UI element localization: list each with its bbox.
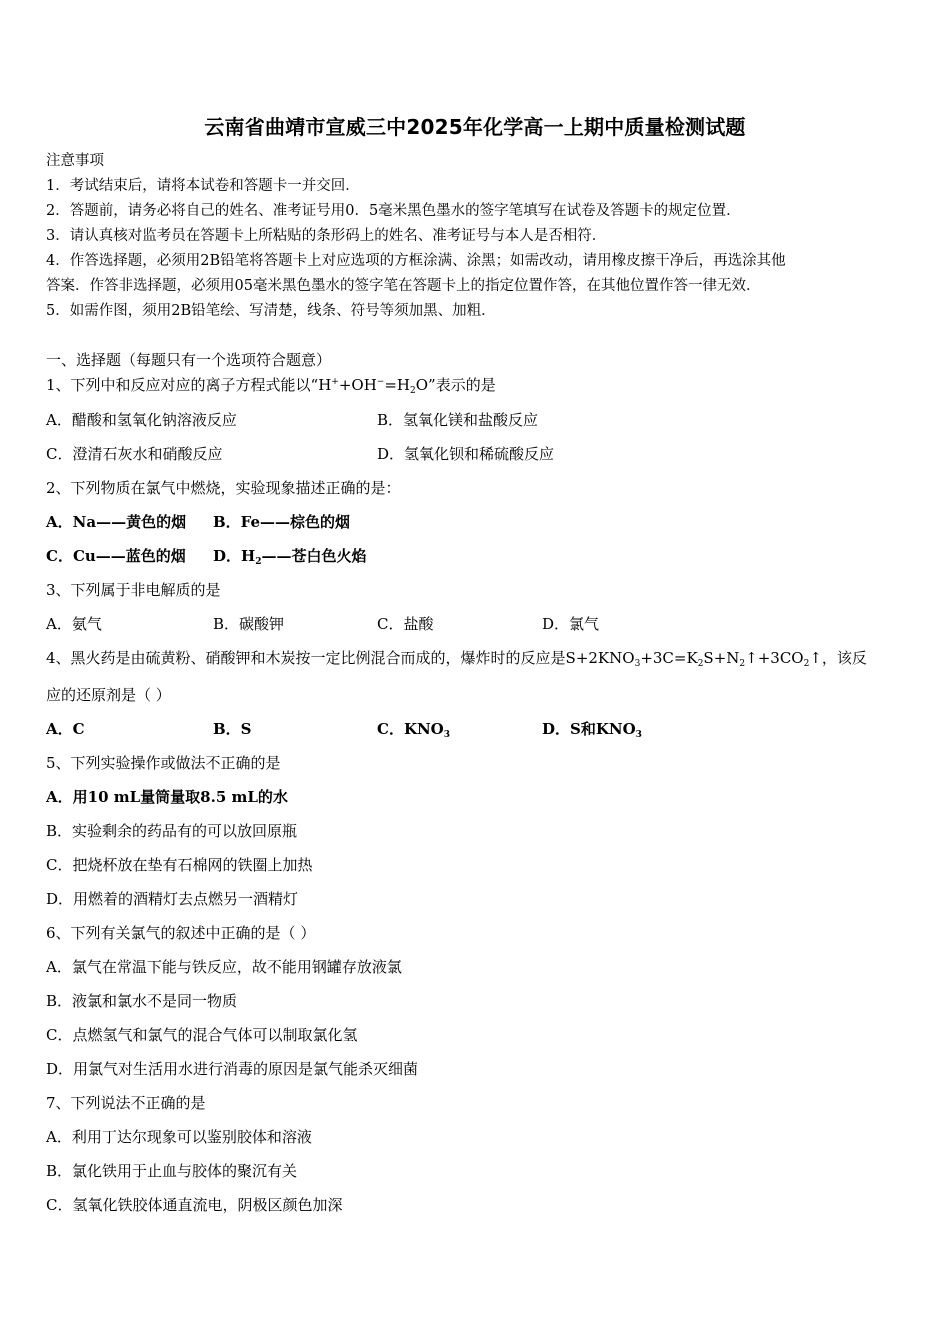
q6-option-c: C．点燃氢气和氯气的混合气体可以制取氯化氢	[46, 1026, 358, 1044]
notice-item-3: 3．请认真核对监考员在答题卡上所粘贴的条形码上的姓名、准考证号与本人是否相符．	[46, 228, 607, 244]
q6-option-d: D．用氯气对生活用水进行消毒的原因是氯气能杀灭细菌	[46, 1060, 419, 1078]
q3-option-b: B．碳酸钾	[213, 615, 285, 633]
q1-option-c: C．澄清石灰水和硝酸反应	[46, 445, 223, 463]
notice-item-5: 5．如需作图，须用2B铅笔绘、写清楚，线条、符号等须加黑、加粗．	[46, 303, 496, 319]
q4-option-c: C．$KNO_3$	[377, 720, 451, 740]
q6-option-a: A．氯气在常温下能与铁反应，故不能用钢罐存放液氯	[46, 958, 402, 976]
notice-item-4: 4．作答选择题，必须用2B铅笔将答题卡上对应选项的方框涂满、涂黑；如需改动，请用橡皮擦干净后，再选涂其他	[46, 253, 786, 269]
q7-option-c: C．氢氧化铁胶体通直流电，阴极区颜色加深	[46, 1196, 343, 1214]
q5-stem: 5、下列实验操作或做法不正确的是	[46, 754, 281, 772]
section-title: 一、选择题（每题只有一个选项符合题意）	[46, 351, 332, 369]
notice-item-1: 1．考试结束后，请将本试卷和答题卡一并交回．	[46, 178, 360, 194]
q5-option-a: A．用10 mL量筒量取8.5 mL的水	[46, 788, 288, 806]
q4-option-a: A．C	[46, 720, 85, 738]
q7-stem: 7、下列说法不正确的是	[46, 1094, 206, 1112]
q3-stem: 3、下列属于非电解质的是	[46, 581, 221, 599]
q6-stem: 6、下列有关氯气的叙述中正确的是（ ）	[46, 924, 316, 942]
q3-option-a: A．氨气	[46, 615, 102, 633]
q2-option-a: A．Na——黄色的烟	[46, 513, 187, 531]
q4-option-d: D．S和$KNO_3$	[542, 720, 642, 740]
q5-option-b: B．实验剩余的药品有的可以放回原瓶	[46, 822, 298, 840]
q4-option-b: B．S	[213, 720, 252, 738]
q7-option-b: B．氯化铁用于止血与胶体的聚沉有关	[46, 1162, 298, 1180]
q6-option-b: B．液氯和氯水不是同一物质	[46, 992, 238, 1010]
q7-option-a: A．利用丁达尔现象可以鉴别胶体和溶液	[46, 1128, 312, 1146]
q1-option-a: A．醋酸和氢氧化钠溶液反应	[46, 411, 237, 429]
q3-option-c: C．盐酸	[377, 615, 434, 633]
q1-option-b: B．氢氧化镁和盐酸反应	[377, 411, 539, 429]
q1-stem: 1、下列中和反应对应的离子方程式能以“$H^++OH^-=H_2O$”表示的是	[46, 376, 496, 396]
q4-stem: 4、黑火药是由硫黄粉、硝酸钾和木炭按一定比例混合而成的，爆炸时的反应是$S+2KNO_3+3C=K_2S+N_2↑+3CO_2↑$，该反	[46, 649, 867, 669]
q4-stem-cont: 应的还原剂是（ ）	[46, 686, 171, 704]
notice-item-2: 2．答题前，请务必将自己的姓名、准考证号用0．5毫米黑色墨水的签字笔填写在试卷及答题卡的规定位置．	[46, 203, 741, 219]
q2-option-b: B．Fe——棕色的烟	[213, 513, 351, 531]
q2-option-d: D．$H_2——$苍白色火焰	[213, 547, 367, 567]
q5-option-c: C．把烧杯放在垫有石棉网的铁圈上加热	[46, 856, 313, 874]
q2-stem: 2、下列物质在氯气中燃烧，实验现象描述正确的是：	[46, 479, 401, 497]
q2-option-c: C．Cu——蓝色的烟	[46, 547, 186, 565]
notice-item-4-cont: 答案．作答非选择题，必须用05毫米黑色墨水的签字笔在答题卡上的指定位置作答，在其他位置作答一律无效．	[46, 278, 761, 294]
q1-option-d: D．氢氧化钡和稀硫酸反应	[377, 445, 555, 463]
q3-option-d: D．氯气	[542, 615, 600, 633]
q5-option-d: D．用燃着的酒精灯去点燃另一酒精灯	[46, 890, 299, 908]
page-title: 云南省曲靖市宣威三中2025年化学高一上期中质量检测试题	[204, 115, 746, 139]
notice-heading: 注意事项	[46, 153, 104, 169]
